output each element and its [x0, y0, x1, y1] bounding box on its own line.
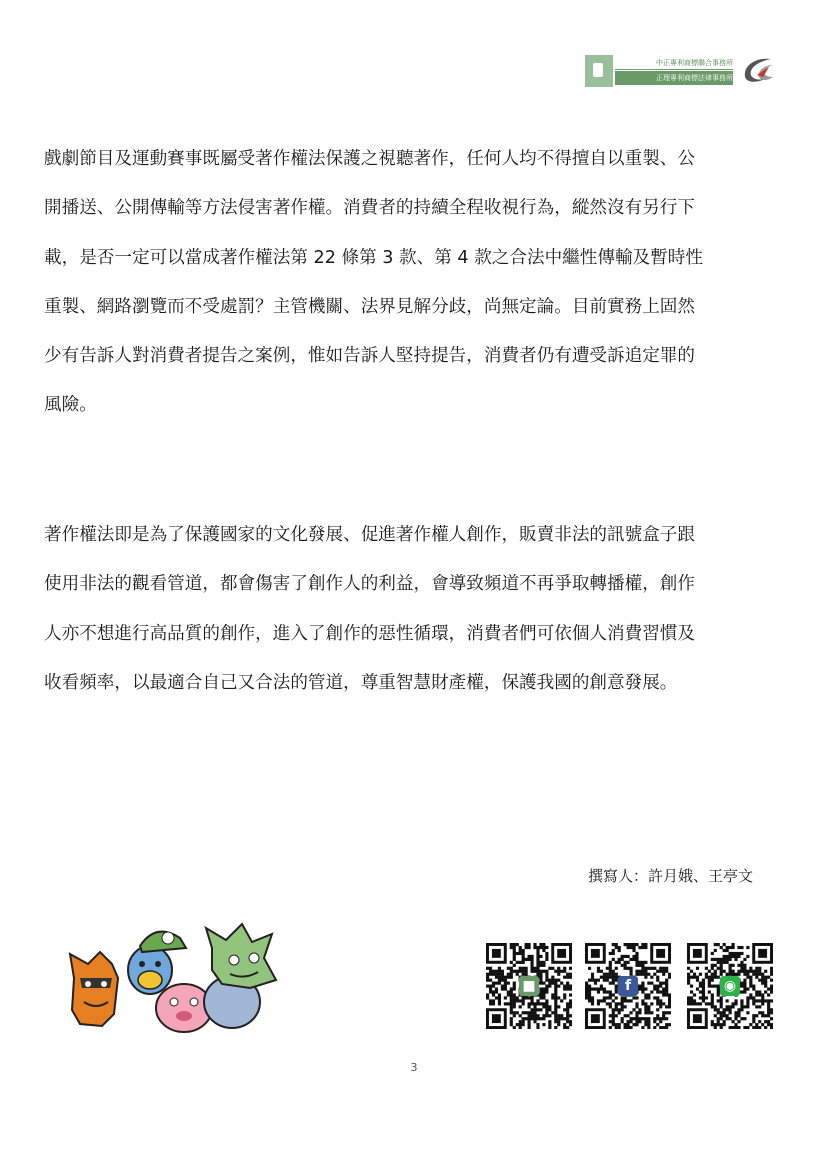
text-line: 開播送、公開傳輸等方法侵害著作權。消費者的持續全程收視行為，縱然沒有另行下 [44, 198, 695, 219]
text-line: 少有告訴人對消費者提告之案例，惟如告訴人堅持提告，消費者仍有遭受訴追定罪的 [44, 346, 695, 367]
logo-swoosh-icon [737, 55, 777, 87]
author-credit: 撰寫人：許月娥、王亭文 [588, 867, 754, 885]
logo-mark [585, 55, 613, 87]
logo-firm-name-2: 正理專利商標法律事務所 [615, 71, 733, 85]
text-line: 人亦不想進行高品質的創作，進入了創作的惡性循環，消費者們可依個人消費習慣及 [44, 623, 695, 644]
logo-firm-name-1: 中正專利商標聯合事務所 [615, 57, 733, 70]
text-line: 戲劇節目及運動賽事既屬受著作權法保護之視聽著作，任何人均不得擅自以重製、公 [44, 149, 695, 169]
website-icon: ■ [519, 976, 539, 996]
paragraph-2 [44, 511, 784, 708]
firm-logo [585, 55, 781, 87]
paragraph-1 [44, 135, 784, 431]
line-qr-code[interactable] [687, 943, 773, 1029]
mascot-illustration [66, 918, 288, 1036]
text-line: 著作權法即是為了保護國家的文化發展、促進著作權人創作，販賣非法的訊號盒子跟 [44, 525, 695, 545]
line-icon: ◉ [720, 976, 740, 996]
text-line: 風險。 [44, 395, 97, 416]
text-line: 重製、網路瀏覽而不受處罰？主管機關、法界見解分歧，尚無定論。目前實務上固然 [44, 296, 695, 317]
facebook-qr-code[interactable] [585, 943, 671, 1029]
page-number: 3 [410, 1061, 418, 1074]
text-line: 使用非法的觀看管道，都會傷害了創作人的利益，會導致頻道不再爭取轉播權，創作 [44, 574, 695, 595]
facebook-icon: f [618, 976, 638, 996]
text-line: 載，是否一定可以當成著作權法第 22 條第 3 款、第 4 款之合法中繼性傳輸及暫時性 [44, 247, 703, 268]
website-qr-code[interactable] [486, 943, 572, 1029]
text-line: 收看頻率，以最適合自己又合法的管道，尊重智慧財產權，保護我國的創意發展。 [44, 672, 678, 693]
